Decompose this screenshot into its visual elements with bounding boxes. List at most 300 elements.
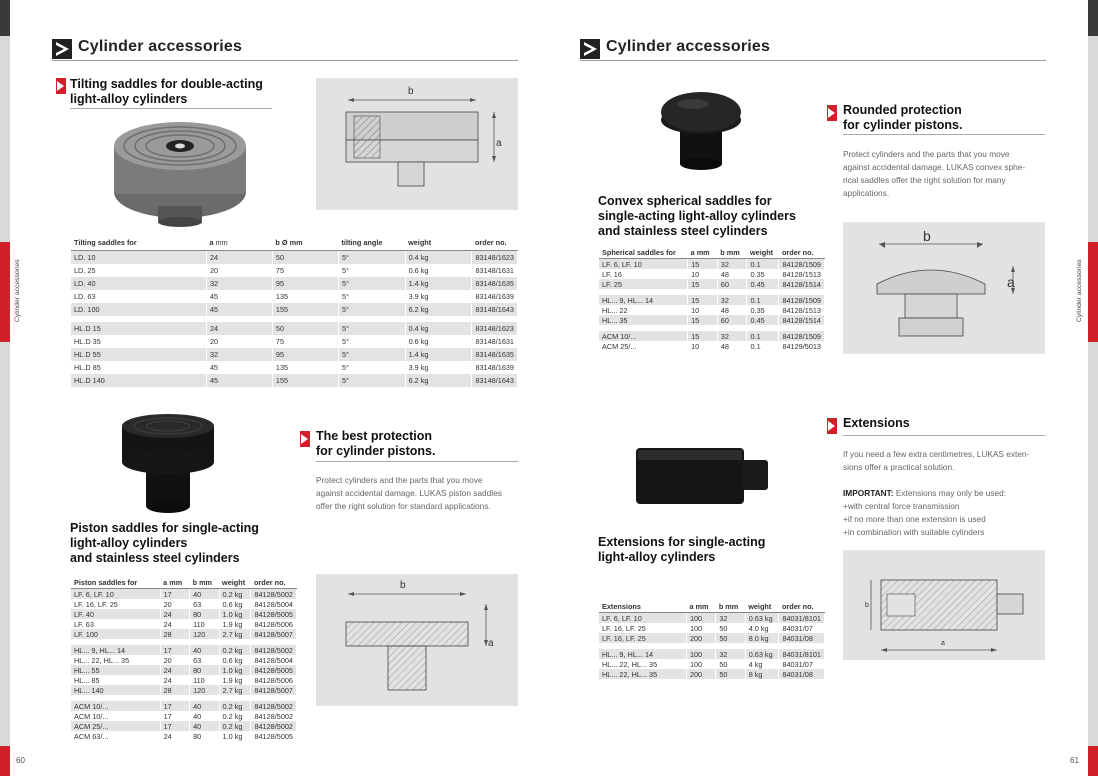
table-row — [599, 315, 825, 325]
table-cell: 0.35 — [747, 269, 779, 279]
left-edge-strip-red-bottom — [0, 746, 10, 776]
table-cell: 0.6 kg — [405, 264, 472, 277]
table-row — [71, 731, 297, 741]
table-cell: 28 — [160, 685, 189, 695]
table-cell: 4.0 kg — [745, 623, 779, 633]
rounded-text-4: applications. — [843, 188, 890, 198]
table-row — [599, 633, 825, 643]
table-row — [71, 701, 297, 711]
table-cell: 135 — [272, 290, 338, 303]
table-cell: ACM 25/... — [71, 721, 160, 731]
piston-title-line-2: light-alloy cylinders — [70, 536, 188, 550]
left-header-rule — [52, 60, 518, 61]
table-row — [71, 721, 297, 731]
table-cell: 40 — [190, 721, 219, 731]
table-cell: 40 — [190, 711, 219, 721]
th-order: order no. — [779, 246, 825, 259]
table-cell: 40 — [190, 701, 219, 711]
table-cell: 84128/1513 — [779, 305, 825, 315]
th-weight: weight — [405, 234, 472, 251]
table-cell: 120 — [190, 685, 219, 695]
extensions-diagram — [843, 550, 1045, 660]
left-page-title: Cylinder accessories — [78, 38, 243, 55]
table-cell: 84031/08 — [779, 669, 825, 679]
convex-saddle-image — [658, 90, 744, 172]
extensions-info-text-1: If you need a few extra centimetres, LUKAS exten- — [843, 449, 1030, 459]
table-cell: 50 — [716, 633, 745, 643]
bullet-2: +if no more than one extension is used — [843, 514, 986, 524]
table-cell: LF. 100 — [71, 629, 160, 639]
table-cell: 48 — [717, 269, 747, 279]
table-cell: 84128/5006 — [251, 619, 297, 629]
convex-table-body — [599, 259, 825, 352]
table-cell: ACM 63/... — [71, 731, 160, 741]
table-row — [599, 259, 825, 270]
best-protection-text-3: offer the right solution for standard applications. — [316, 501, 491, 511]
table-cell: 0.2 kg — [219, 645, 251, 655]
table-cell: 5° — [338, 290, 405, 303]
tilting-title — [70, 77, 263, 107]
left-side-label: Cylinder accessories — [14, 259, 21, 322]
table-cell: 83148/1631 — [472, 264, 518, 277]
header-arrow-icon — [52, 39, 72, 59]
table-cell: HL... 22 — [599, 305, 688, 315]
table-row — [71, 348, 518, 361]
important-text: Extensions may only be used: — [895, 488, 1007, 498]
table-cell: LF. 6, LF. 10 — [599, 259, 688, 270]
table-cell: 84128/5002 — [251, 721, 297, 731]
table-cell: 110 — [190, 619, 219, 629]
table-cell: 32 — [717, 295, 747, 305]
table-row — [71, 645, 297, 655]
table-row — [599, 295, 825, 305]
table-cell: 10 — [688, 305, 718, 315]
table-cell: HL.D 55 — [71, 348, 206, 361]
table-cell: LD. 40 — [71, 277, 206, 290]
table-cell: 84128/5006 — [251, 675, 297, 685]
table-cell: LF. 63 — [71, 619, 160, 629]
rounded-title — [843, 103, 962, 133]
table-row — [71, 361, 518, 374]
table-cell: 8 kg — [745, 669, 779, 679]
table-cell: HL... 22, HL... 35 — [599, 659, 686, 669]
table-cell: LF. 6, LF. 10 — [71, 589, 160, 600]
table-cell: 100 — [686, 613, 715, 624]
table-cell: 17 — [160, 701, 189, 711]
rounded-label-b: b — [923, 228, 931, 244]
table-cell: 48 — [717, 341, 747, 351]
right-edge-strip-red-bottom — [1088, 746, 1098, 776]
table-cell: 5° — [338, 264, 405, 277]
extensions-title-line-1: Extensions for single-acting — [598, 535, 766, 549]
table-cell: 20 — [160, 655, 189, 665]
tilting-label-a: a — [496, 138, 502, 149]
table-cell: 200 — [686, 669, 715, 679]
table-cell: 32 — [717, 331, 747, 341]
table-cell: 0.2 kg — [219, 589, 251, 600]
table-row — [71, 290, 518, 303]
table-cell: 0.6 kg — [405, 335, 472, 348]
right-page-title: Cylinder accessories — [606, 38, 771, 55]
table-cell: LD. 100 — [71, 303, 206, 316]
table-cell: LD. 10 — [71, 251, 206, 265]
table-cell: 83148/1639 — [472, 361, 518, 374]
table-cell: 20 — [160, 599, 189, 609]
table-cell: 100 — [686, 623, 715, 633]
table-cell: HL.D 15 — [71, 322, 206, 335]
piston-table-header — [71, 576, 297, 589]
red-flag-icon — [827, 105, 837, 121]
best-protection-text — [316, 474, 522, 513]
piston-title-line-3: and stainless steel cylinders — [70, 551, 240, 565]
table-row — [599, 613, 825, 624]
table-cell: 95 — [272, 277, 338, 290]
extensions-label-a: a — [941, 640, 945, 647]
table-cell: ACM 25/... — [599, 341, 688, 351]
table-cell: 15 — [688, 315, 718, 325]
table-cell: 32 — [716, 649, 745, 659]
table-cell: 83148/1623 — [472, 322, 518, 335]
rounded-diagram — [843, 222, 1045, 354]
table-cell: 83148/1635 — [472, 348, 518, 361]
table-cell: 40 — [190, 645, 219, 655]
table-cell: ACM 10/... — [599, 331, 688, 341]
table-cell: HL... 140 — [71, 685, 160, 695]
table-row — [71, 303, 518, 316]
th-spherical-for: Spherical saddles for — [599, 246, 688, 259]
table-cell: 1.4 kg — [405, 348, 472, 361]
table-cell: HL... 35 — [599, 315, 688, 325]
table-cell: HL... 9, HL... 14 — [599, 649, 686, 659]
th-extensions: Extensions — [599, 600, 686, 613]
table-cell: 20 — [206, 335, 272, 348]
th-piston-for: Piston saddles for — [71, 576, 160, 589]
table-cell: 0.45 — [747, 279, 779, 289]
table-cell: 32 — [716, 613, 745, 624]
table-cell: 15 — [688, 331, 718, 341]
th-a-unit: mm — [215, 237, 228, 247]
table-cell: 32 — [717, 259, 747, 270]
table-cell: 5° — [338, 361, 405, 374]
th-order: order no. — [472, 234, 518, 251]
left-page-number: 60 — [16, 756, 25, 765]
table-cell: 2.7 kg — [219, 685, 251, 695]
table-cell: 20 — [206, 264, 272, 277]
table-row — [599, 279, 825, 289]
table-cell: 84128/5005 — [251, 665, 297, 675]
table-cell: 0.4 kg — [405, 251, 472, 265]
table-cell: 15 — [688, 259, 718, 270]
rounded-label-a: a — [1007, 274, 1015, 290]
table-cell: 45 — [206, 290, 272, 303]
th-order: order no. — [251, 576, 297, 589]
table-cell: 40 — [190, 589, 219, 600]
table-cell: 17 — [160, 645, 189, 655]
rounded-text-2: against accidental damage. LUKAS convex sphe- — [843, 162, 1026, 172]
th-b-mm: b mm — [190, 576, 219, 589]
piston-diagram — [316, 574, 518, 706]
table-cell: 63 — [190, 599, 219, 609]
table-cell: 0.2 kg — [219, 721, 251, 731]
table-cell: HL... 9, HL... 14 — [599, 295, 688, 305]
right-edge-strip-red — [1088, 242, 1098, 342]
table-cell: HL... 9, HL... 14 — [71, 645, 160, 655]
table-cell: ACM 10/... — [71, 701, 160, 711]
left-edge-strip-red — [0, 242, 10, 342]
table-cell: 1.4 kg — [405, 277, 472, 290]
table-cell: 0.2 kg — [219, 711, 251, 721]
table-row — [71, 589, 297, 600]
table-cell: 0.63 kg — [745, 613, 779, 624]
table-row — [599, 331, 825, 341]
piston-title-line-1: Piston saddles for single-acting — [70, 521, 259, 535]
extensions-info-rule — [843, 435, 1045, 436]
table-cell: LF. 16, LF. 25 — [599, 633, 686, 643]
table-cell: 3.9 kg — [405, 290, 472, 303]
table-row — [599, 649, 825, 659]
table-cell: 1.9 kg — [219, 619, 251, 629]
header-arrow-icon — [580, 39, 600, 59]
table-cell: 5° — [338, 251, 405, 265]
th-a-mm: a mm — [686, 600, 715, 613]
tilting-saddle-image — [102, 120, 262, 228]
table-row — [71, 609, 297, 619]
table-cell: 0.6 kg — [219, 655, 251, 665]
left-edge-strip-dark — [0, 0, 10, 36]
red-flag-icon — [56, 78, 66, 94]
table-row — [71, 277, 518, 290]
table-cell: 83148/1643 — [472, 303, 518, 316]
table-cell: 100 — [686, 649, 715, 659]
rounded-title-rule — [843, 134, 1045, 135]
table-cell: 0.1 — [747, 341, 779, 351]
table-cell: 84128/1513 — [779, 269, 825, 279]
th-weight: weight — [747, 246, 779, 259]
table-cell: 83148/1631 — [472, 335, 518, 348]
convex-title-line-1: Convex spherical saddles for — [598, 194, 772, 208]
table-cell: 6.2 kg — [405, 374, 472, 387]
table-cell: 1.9 kg — [219, 675, 251, 685]
table-cell: 1.0 kg — [219, 609, 251, 619]
table-row — [71, 264, 518, 277]
table-row — [71, 335, 518, 348]
table-row — [71, 599, 297, 609]
table-cell: 83148/1623 — [472, 251, 518, 265]
extensions-table-body — [599, 613, 825, 680]
table-cell: 24 — [160, 665, 189, 675]
table-cell: 80 — [190, 665, 219, 675]
table-cell: 83148/1643 — [472, 374, 518, 387]
table-cell: 60 — [717, 279, 747, 289]
table-cell: 63 — [190, 655, 219, 665]
piston-label-b: b — [400, 580, 406, 591]
bullet-1: +with central force transmission — [843, 501, 960, 511]
table-cell: 84128/1509 — [779, 295, 825, 305]
extensions-important — [843, 487, 1049, 500]
table-cell: 5° — [338, 335, 405, 348]
right-edge-strip-dark — [1088, 0, 1098, 36]
table-row — [71, 251, 518, 265]
table-cell: 50 — [272, 322, 338, 335]
table-cell: 84128/1514 — [779, 315, 825, 325]
table-cell: 0.1 — [747, 295, 779, 305]
table-cell: 84031/8101 — [779, 613, 825, 624]
table-row — [599, 269, 825, 279]
table-cell: LF. 16, LF. 25 — [599, 623, 686, 633]
left-edge-strip-grey-1 — [0, 36, 10, 242]
red-flag-icon — [300, 431, 310, 447]
table-row — [599, 341, 825, 351]
table-cell: HL... 85 — [71, 675, 160, 685]
table-row — [71, 711, 297, 721]
table-cell: 48 — [717, 305, 747, 315]
table-cell: 28 — [160, 629, 189, 639]
best-protection-text-1: Protect cylinders and the parts that you move — [316, 475, 483, 485]
table-cell: 84031/07 — [779, 623, 825, 633]
table-row — [71, 374, 518, 387]
tilting-table-body — [71, 251, 518, 388]
table-row — [599, 623, 825, 633]
convex-table — [599, 246, 825, 351]
best-protection-line-1: The best protection — [316, 429, 432, 443]
best-protection-line-2: for cylinder pistons. — [316, 444, 436, 458]
important-label: IMPORTANT: — [843, 488, 894, 498]
table-cell: LF. 6, LF. 10 — [599, 613, 686, 624]
th-order: order no. — [779, 600, 825, 613]
extensions-info-text-2: sions offer a practical solution. — [843, 462, 955, 472]
table-cell: 84128/5002 — [251, 711, 297, 721]
table-row — [71, 675, 297, 685]
convex-table-header — [599, 246, 825, 259]
table-cell: 100 — [686, 659, 715, 669]
table-cell: 32 — [206, 348, 272, 361]
table-cell: 83148/1639 — [472, 290, 518, 303]
table-cell: 0.4 kg — [405, 322, 472, 335]
tilting-title-line-1: Tilting saddles for double-acting — [70, 77, 263, 91]
tilting-table-header — [71, 234, 518, 251]
table-row — [599, 305, 825, 315]
bullet-3: +in combination with suitable cylinders — [843, 527, 985, 537]
th-weight: weight — [745, 600, 779, 613]
tilting-title-rule — [70, 108, 272, 109]
left-edge-strip-grey-2 — [0, 342, 10, 746]
right-page-number: 61 — [1070, 756, 1079, 765]
tilting-table — [71, 234, 518, 387]
table-cell: 84128/5007 — [251, 685, 297, 695]
table-cell: 5° — [338, 322, 405, 335]
table-cell: 5° — [338, 303, 405, 316]
piston-label-a: a — [488, 638, 494, 649]
table-row — [71, 665, 297, 675]
convex-title-line-3: and stainless steel cylinders — [598, 224, 768, 238]
rounded-title-line-1: Rounded protection — [843, 103, 962, 117]
rounded-text — [843, 148, 1049, 200]
table-cell: 4 kg — [745, 659, 779, 669]
table-cell: HL... 22, HL... 35 — [71, 655, 160, 665]
table-cell: 84128/5004 — [251, 655, 297, 665]
table-cell: 155 — [272, 303, 338, 316]
table-cell: 84128/1509 — [779, 259, 825, 270]
table-cell: HL.D 85 — [71, 361, 206, 374]
th-b: b Ø mm — [272, 234, 338, 251]
table-cell: LF. 16 — [599, 269, 688, 279]
table-row — [71, 685, 297, 695]
extensions-table-header — [599, 600, 825, 613]
tilting-diagram — [316, 78, 518, 210]
table-cell: 84128/5005 — [251, 731, 297, 741]
th-weight: weight — [219, 576, 251, 589]
table-cell: 84128/1509 — [779, 331, 825, 341]
table-cell: HL.D 140 — [71, 374, 206, 387]
th-a-letter: a — [209, 237, 214, 247]
table-cell: 84031/07 — [779, 659, 825, 669]
table-cell: 6.2 kg — [405, 303, 472, 316]
convex-title-line-2: single-acting light-alloy cylinders — [598, 209, 796, 223]
table-cell: ACM 10/... — [71, 711, 160, 721]
convex-title — [598, 194, 796, 239]
right-edge-strip-grey-2 — [1088, 342, 1098, 746]
table-cell: HL... 22, HL... 35 — [599, 669, 686, 679]
table-cell: 80 — [190, 731, 219, 741]
piston-title — [70, 521, 259, 566]
th-a-mm: a mm — [688, 246, 718, 259]
table-cell: 45 — [206, 361, 272, 374]
table-cell: 110 — [190, 675, 219, 685]
table-cell: 1.0 kg — [219, 731, 251, 741]
table-cell: 0.2 kg — [219, 701, 251, 711]
table-cell: LF. 40 — [71, 609, 160, 619]
piston-saddle-image — [116, 408, 220, 518]
table-cell: 135 — [272, 361, 338, 374]
table-cell: LD. 25 — [71, 264, 206, 277]
table-cell: 0.1 — [747, 259, 779, 270]
extensions-info-title: Extensions — [843, 416, 910, 430]
table-cell: 0.45 — [747, 315, 779, 325]
piston-table — [71, 576, 297, 741]
tilting-drawing — [316, 78, 518, 210]
table-cell: 84128/5004 — [251, 599, 297, 609]
table-cell: LF. 16, LF. 25 — [71, 599, 160, 609]
extensions-title — [598, 535, 765, 565]
table-cell: 2.7 kg — [219, 629, 251, 639]
table-row — [71, 655, 297, 665]
table-cell: 15 — [688, 279, 718, 289]
table-cell: 84128/5007 — [251, 629, 297, 639]
table-row — [71, 619, 297, 629]
table-cell: 3.9 kg — [405, 361, 472, 374]
extensions-label-b: b — [865, 602, 869, 609]
table-row — [71, 629, 297, 639]
table-cell: 24 — [206, 322, 272, 335]
table-cell: 84031/08 — [779, 633, 825, 643]
th-tilting-for: Tilting saddles for — [71, 234, 206, 251]
table-row — [599, 669, 825, 679]
table-cell: 50 — [272, 251, 338, 265]
table-cell: 83148/1635 — [472, 277, 518, 290]
table-cell: 200 — [686, 633, 715, 643]
table-cell: 75 — [272, 335, 338, 348]
table-cell: LD. 63 — [71, 290, 206, 303]
table-cell: 95 — [272, 348, 338, 361]
table-cell: 10 — [688, 269, 718, 279]
table-cell: 60 — [717, 315, 747, 325]
table-cell: 24 — [160, 731, 189, 741]
th-a — [206, 234, 272, 251]
rounded-text-3: rical saddles offer the right solution for many — [843, 175, 1006, 185]
table-cell: 45 — [206, 303, 272, 316]
tilting-title-line-2: light-alloy cylinders — [70, 92, 188, 106]
best-protection-text-2: against accidental damage. LUKAS piston saddles — [316, 488, 502, 498]
